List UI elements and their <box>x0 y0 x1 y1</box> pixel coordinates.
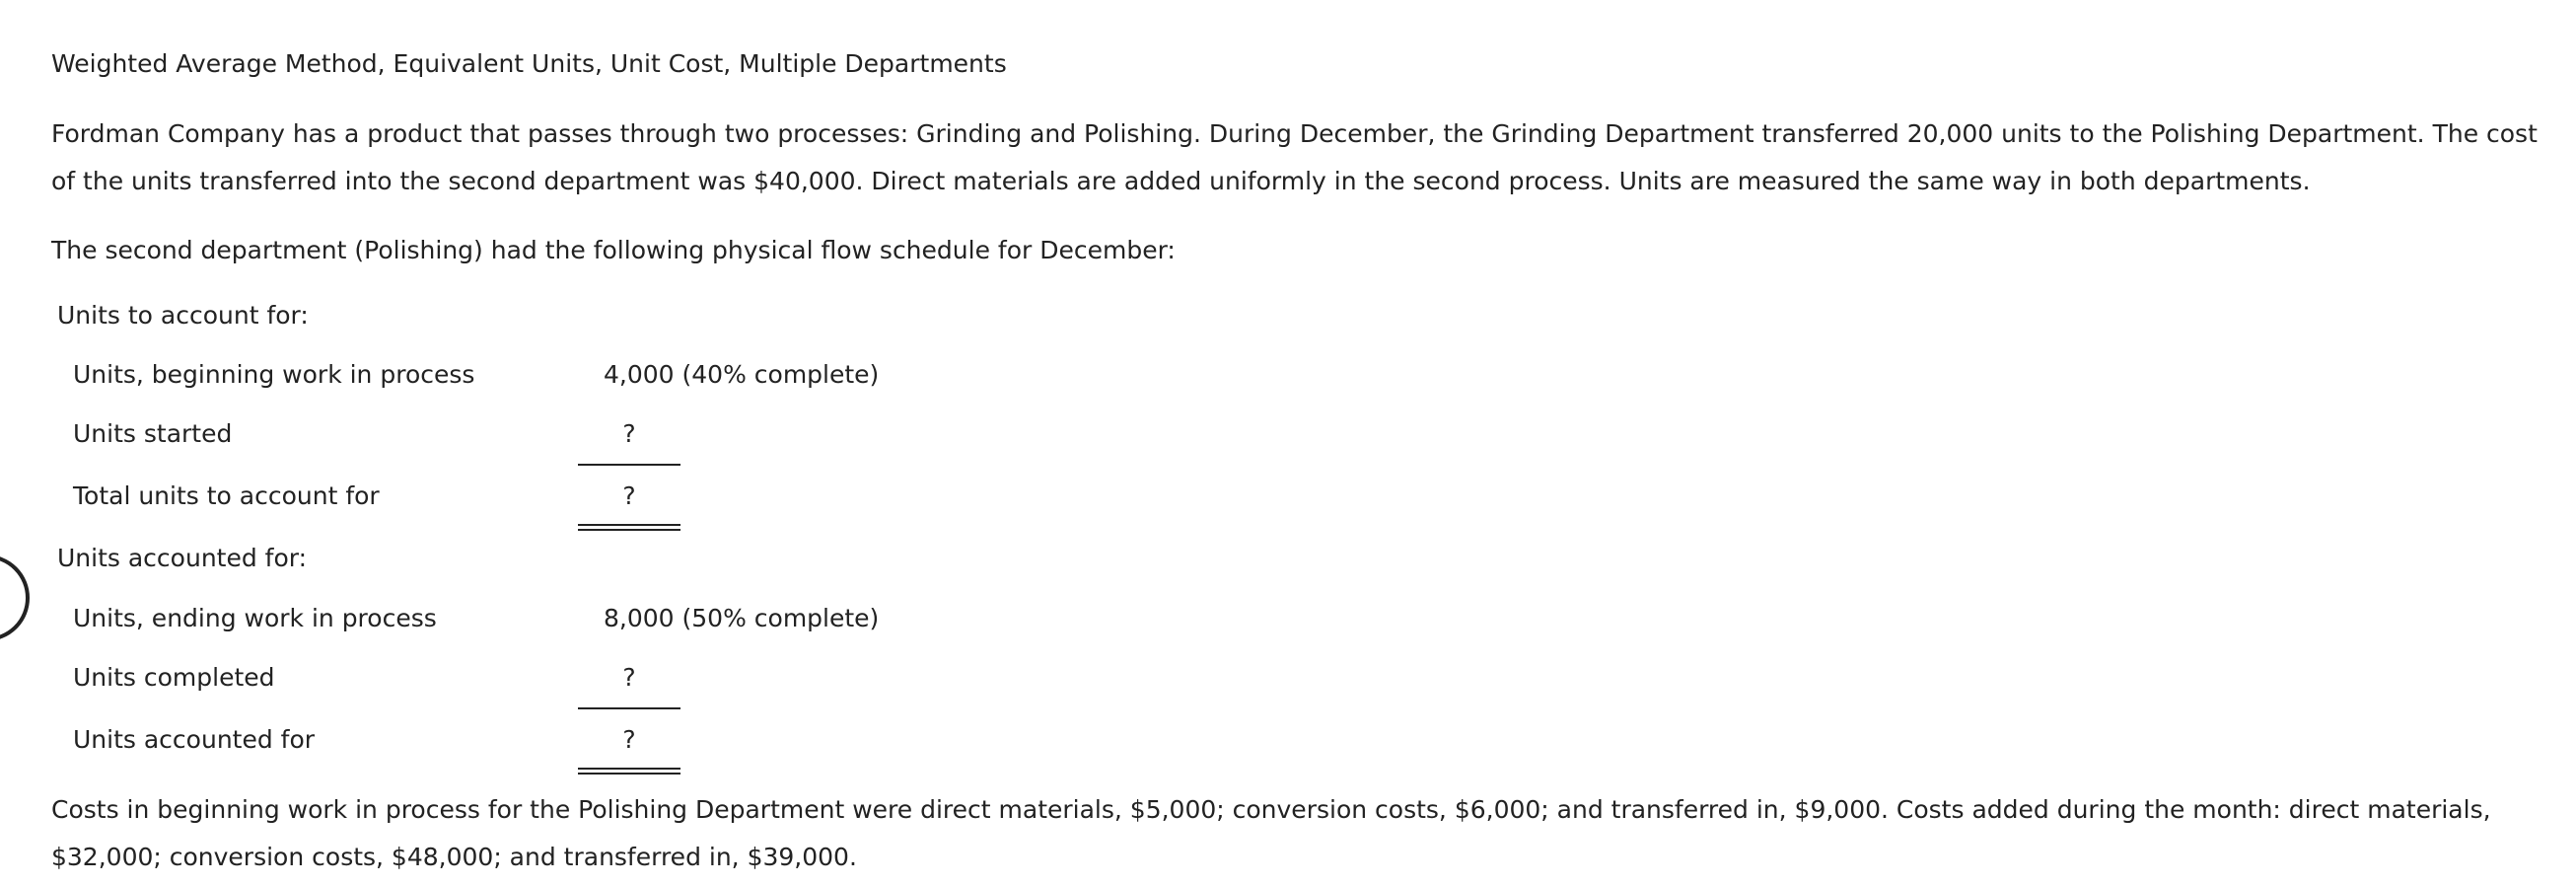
beginning-wip-label: Units, beginning work in process <box>73 360 475 389</box>
units-accounted-value: ? <box>622 725 636 754</box>
total-double-rule <box>578 524 680 531</box>
problem-intro-paragraph: Fordman Company has a product that passes through two processes: Grinding and Polishing. During December, the Grinding Department transferred 20,000 units to the Polishing Department. The cost of the units transferred into the second department was $40,000. Direct materials are added uniformly in the second process. Units are measured the same way in both departments. <box>51 119 2538 195</box>
ending-wip-value: 8,000 (50% complete) <box>604 604 880 632</box>
units-accounted-header: Units accounted for: <box>57 544 308 572</box>
units-completed-value: ? <box>622 663 636 692</box>
units-completed-label: Units completed <box>73 663 275 692</box>
ending-wip-label: Units, ending work in process <box>73 604 437 632</box>
beginning-wip-value: 4,000 (40% complete) <box>604 360 880 389</box>
units-started-label: Units started <box>73 419 233 448</box>
units-started-value: ? <box>622 419 636 448</box>
subtotal-rule <box>578 707 680 709</box>
units-accounted-label: Units accounted for <box>73 725 316 754</box>
problem-title: Weighted Average Method, Equivalent Units, Unit Cost, Multiple Departments <box>51 49 1007 78</box>
schedule-intro-paragraph: The second department (Polishing) had the following physical flow schedule for December: <box>51 236 1176 264</box>
side-panel-toggle[interactable] <box>0 554 30 641</box>
total-to-account-value: ? <box>622 481 636 510</box>
total-double-rule <box>578 768 680 775</box>
total-to-account-label: Total units to account for <box>73 481 380 510</box>
costs-paragraph: Costs in beginning work in process for the Polishing Department were direct materials, $5,000; conversion costs, $6,000; and transferred in, $9,000. Costs added during the month: direct materials, $32,000; conversion costs, $48,000; and transferred in, $39,000. <box>51 795 2491 871</box>
units-to-account-header: Units to account for: <box>57 301 309 330</box>
subtotal-rule <box>578 464 680 466</box>
